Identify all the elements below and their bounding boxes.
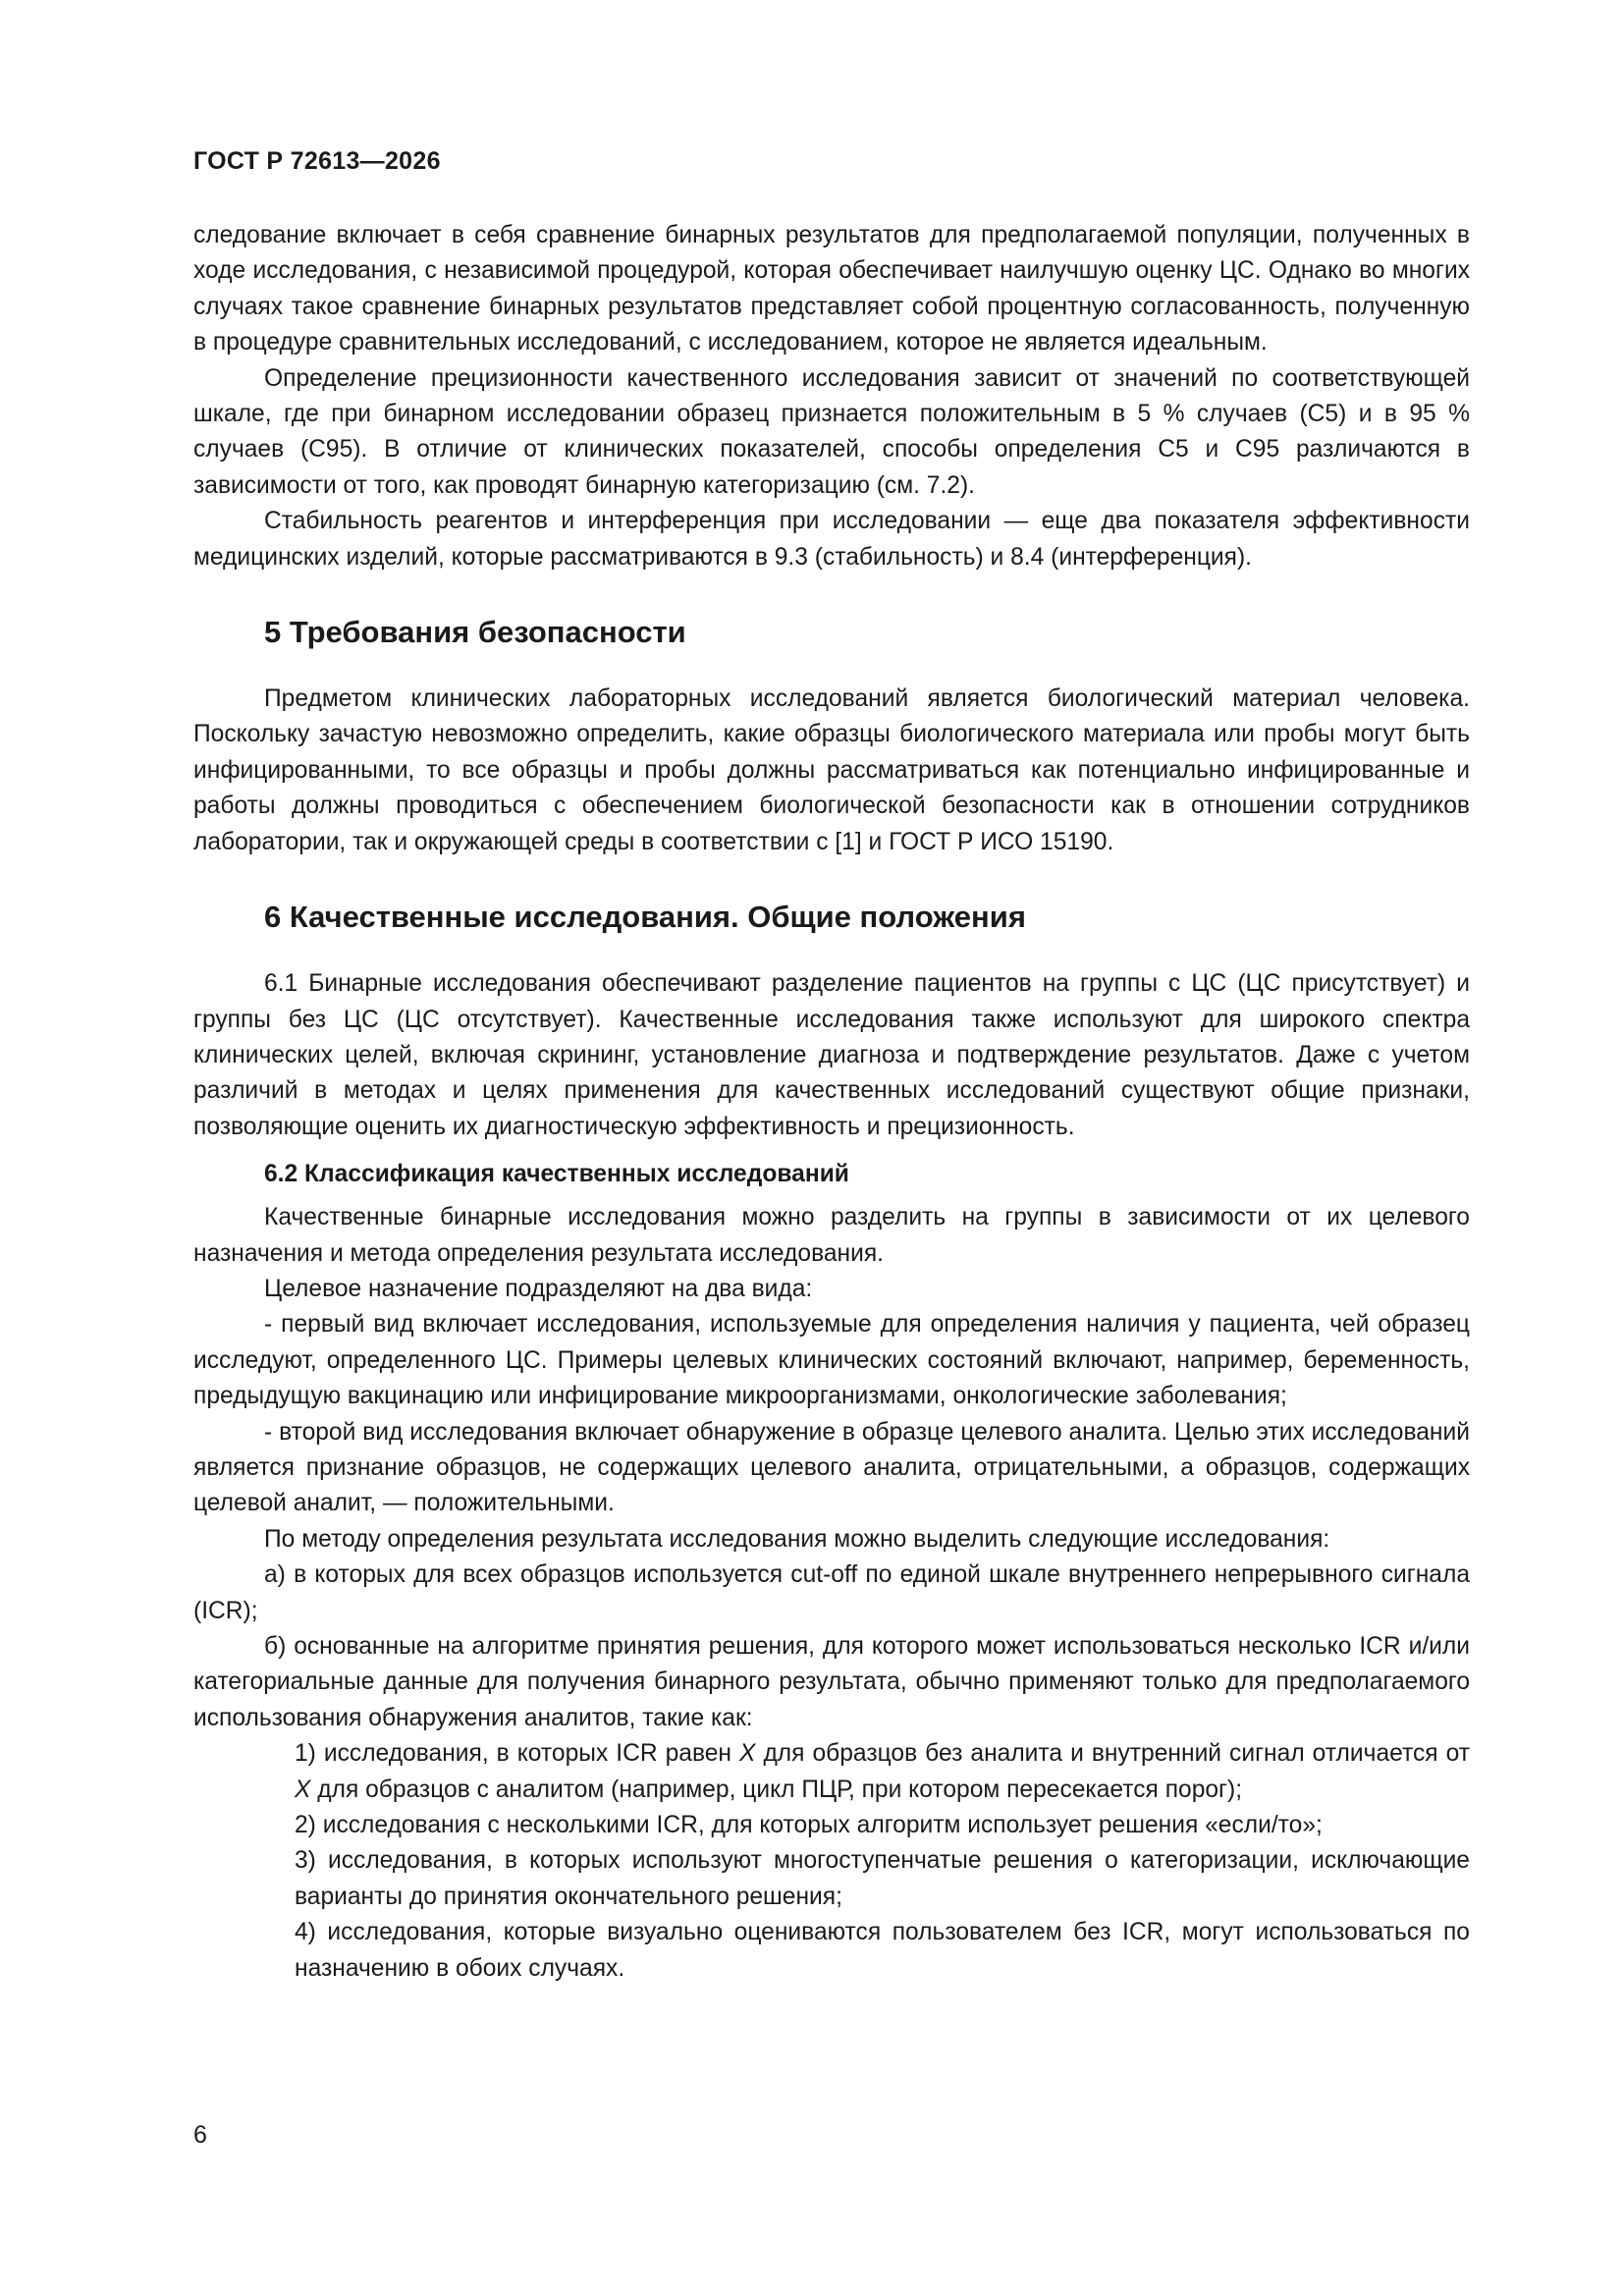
- paragraph-6-1: 6.1 Бинарные исследования обеспечивают разделение пациентов на группы с ЦС (ЦС присутствует) и группы без ЦС (ЦС отсутствует). Качественные исследования также используют для широкого спектра клинических целей, включая скрининг, установление диагноза и подтверждение результатов. Даже с учетом различий в методах и целях применения для качественных исследований существуют общие признаки, позволяющие оценить их диагностическую эффективность и прецизионность.: [193, 970, 1470, 1140]
- numbered-item-2: 2) исследования с несколькими ICR, для которых алгоритм использует решения «если/то»;: [295, 1812, 1323, 1839]
- list-item-a: а) в которых для всех образцов используется cut-off по единой шкале внутреннего непрерывного сигнала (ICR);: [193, 1561, 1470, 1624]
- variable-x: X: [739, 1740, 756, 1768]
- paragraph: Предметом клинических лабораторных исследований является биологический материал человека. Поскольку зачастую невозможно определить, какие образцы биологического материала или пробы могут быть инфицированными, то все образцы и пробы должны рассматриваться как потенциально инфицированные и работы должны проводиться с обеспечением биологической безопасности как в отношении сотрудников лаборатории, так и окружающей среды в соответствии с [1] и ГОСТ Р ИСО 15190.: [193, 685, 1470, 855]
- page-body: [193, 218, 1470, 1987]
- paragraph: Стабильность реагентов и интерференция при исследовании — еще два показателя эффективности медицинских изделий, которые рассматриваются в 9.3 (стабильность) и 8.4 (интерференция).: [193, 508, 1470, 571]
- item-text: 1) исследования, в которых ICR равен: [295, 1740, 740, 1768]
- list-item: - второй вид исследования включает обнаружение в образце целевого аналита. Целью этих исследований является признание образцов, не содержащих целевого аналита, отрицательными, а образцов, содержащих целевой аналит, — положительными.: [193, 1418, 1470, 1517]
- paragraph: Качественные бинарные исследования можно разделить на группы в зависимости от их целевого назначения и метода определения результата исследования.: [193, 1204, 1470, 1267]
- numbered-item-4: 4) исследования, которые визуально оцениваются пользователем без ICR, могут использоваться по назначению в обоих случаях.: [295, 1919, 1470, 1982]
- variable-x: X: [295, 1776, 311, 1803]
- numbered-item-3: 3) исследования, в которых используют многоступенчатые решения о категоризации, исключающие варианты до принятия окончательного решения;: [295, 1847, 1470, 1910]
- section-heading-5: 5 Требования безопасности: [264, 615, 686, 650]
- paragraph: Определение прецизионности качественного исследования зависит от значений по соответствующей шкале, где при бинарном исследовании образец признается положительным в 5 % случаев (C5) и в 95 % случаев (C95). В отличие от клинических показателей, способы определения C5 и C95 различаются в зависимости от того, как проводят бинарную категоризацию (см. 7.2).: [193, 364, 1470, 499]
- page-number: 6: [193, 2121, 207, 2149]
- paragraph: По методу определения результата исследования можно выделить следующие исследования:: [264, 1525, 1330, 1553]
- subsection-heading-6-2: 6.2 Классификация качественных исследований: [264, 1161, 849, 1188]
- item-text: для образцов с аналитом (например, цикл ПЦР, при котором пересекается порог);: [310, 1776, 1243, 1803]
- list-item: - первый вид включает исследования, используемые для определения наличия у пациента, чей образец исследуют, определенного ЦС. Примеры целевых клинических состояний включают, например, беременность, предыдущую вакцинацию или инфицирование микроорганизмами, онкологические заболевания;: [193, 1311, 1470, 1410]
- document-code-header: ГОСТ Р 72613—2026: [193, 147, 441, 175]
- list-item-b: б) основанные на алгоритме принятия решения, для которого может использоваться несколько ICR и/или категориальные данные для получения бинарного результата, обычно применяют только для предполагаемого использования обнаружения аналитов, такие как:: [193, 1633, 1470, 1731]
- numbered-item-1: [193, 1736, 1470, 1808]
- item-text: для образцов без аналита и внутренний сигнал отличается от: [755, 1740, 1470, 1768]
- section-heading-6: 6 Качественные исследования. Общие положения: [264, 900, 1026, 935]
- paragraph: следование включает в себя сравнение бинарных результатов для предполагаемой популяции, полученных в ходе исследования, с независимой процедурой, которая обеспечивает наилучшую оценку ЦС. Однако во многих случаях такое сравнение бинарных результатов представляет собой процентную согласованность, полученную в процедуре сравнительных исследований, с исследованием, которое не является идеальным.: [193, 222, 1470, 356]
- paragraph: Целевое назначение подразделяют на два вида:: [264, 1275, 813, 1302]
